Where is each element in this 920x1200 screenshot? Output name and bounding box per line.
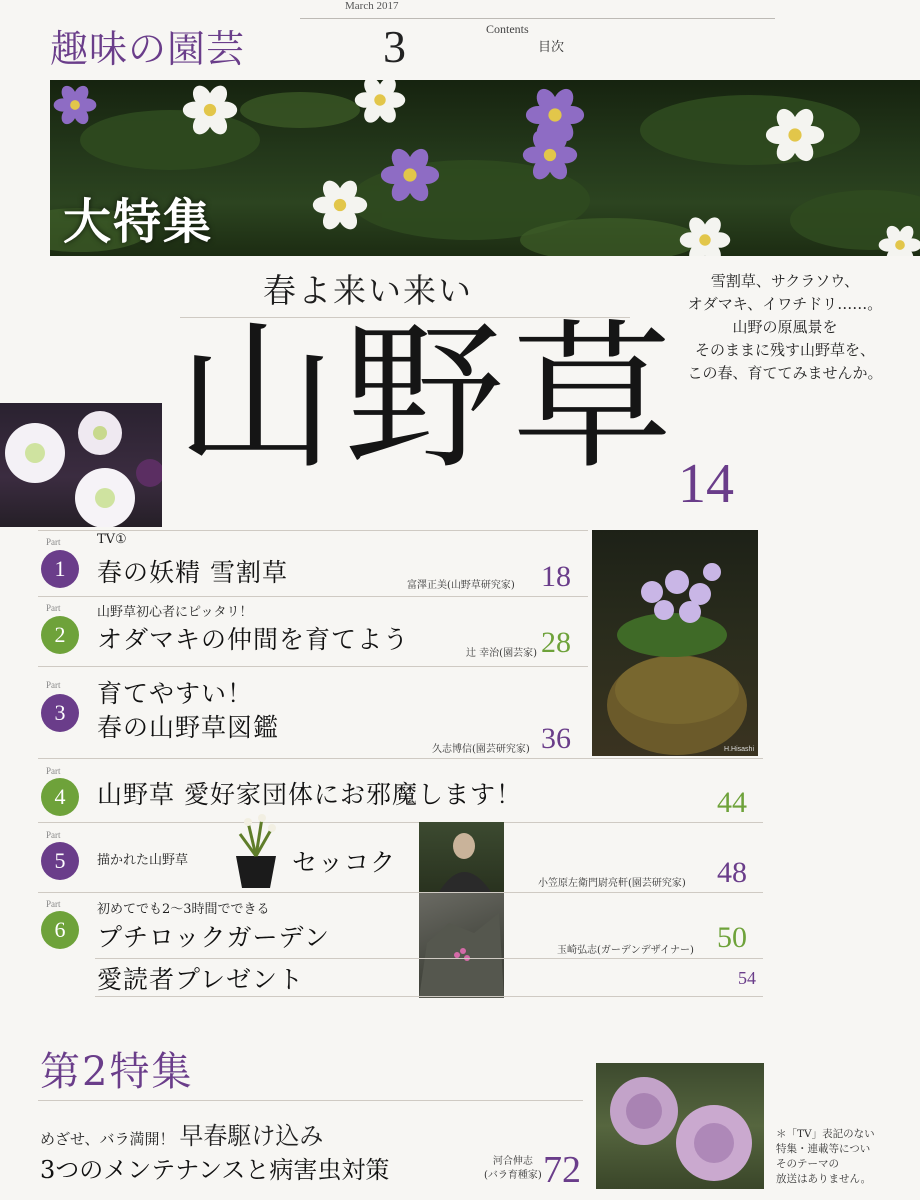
snow-flower-photo xyxy=(0,403,162,527)
part-author: 富澤正美(山野草研究家) xyxy=(407,580,515,591)
lead-line: 山野の原風景を xyxy=(732,318,838,336)
second-feature-title[interactable]: 3つのメンテナンスと病害虫対策 xyxy=(40,1156,390,1184)
part-author: 久志博信(園芸研究家) xyxy=(432,744,530,755)
divider xyxy=(38,1100,583,1101)
part-number-badge: 5 xyxy=(41,842,79,880)
lead-line: オダマキ、イワチドリ……。 xyxy=(687,295,883,313)
author-name: 河合伸志 xyxy=(492,1156,533,1167)
part-label: Part xyxy=(46,603,61,613)
photo-credit: H.Hisashi xyxy=(724,746,754,753)
second-feature-page-number[interactable]: 72 xyxy=(543,1149,581,1191)
part-title[interactable]: 山野草 愛好家団体にお邪魔します！ xyxy=(97,780,522,809)
part-kicker: 初めてでも2〜3時間でできる xyxy=(97,902,270,917)
part-title[interactable]: セッコク xyxy=(292,848,397,877)
part-author: 小笠原左衛門尉亮軒(園芸研究家) xyxy=(538,878,686,889)
part-title[interactable]: オダマキの仲間を育てよう xyxy=(97,625,410,654)
lead-line: 雪割草、サクラソウ、 xyxy=(710,272,860,290)
part-page-number[interactable]: 18 xyxy=(541,560,571,593)
lead-line: そのままに残す山野草を、 xyxy=(694,341,875,359)
part-number-badge: 2 xyxy=(41,616,79,654)
part-number-badge: 3 xyxy=(41,694,79,732)
feature-page-number: 14 xyxy=(678,453,734,515)
part-kicker: 描かれた山野草 xyxy=(97,853,189,868)
divider xyxy=(95,958,763,959)
potted-orchid-photo xyxy=(230,812,282,890)
part-page-number[interactable]: 50 xyxy=(717,921,747,954)
header-rule xyxy=(300,18,775,19)
contents-label-jp: 目次 xyxy=(538,40,565,55)
second-kicker-big: 早春駆け込み xyxy=(179,1122,324,1150)
issue-month: March 2017 xyxy=(345,0,399,12)
feature-lead xyxy=(655,270,915,385)
part-number-badge: 1 xyxy=(41,550,79,588)
second-feature-label: 第2特集 xyxy=(40,1049,194,1095)
primula-photo xyxy=(592,530,758,756)
part-page-number[interactable]: 48 xyxy=(717,856,747,889)
tv-note-line: 特集・連載等につい xyxy=(776,1143,871,1155)
part-title[interactable]: 育てやすい！ xyxy=(97,679,254,708)
divider xyxy=(38,530,588,531)
divider xyxy=(38,596,588,597)
tv-note xyxy=(776,1127,875,1187)
part-kicker: 山野草初心者にピッタリ！ xyxy=(97,605,253,620)
part-page-number[interactable]: 28 xyxy=(541,626,571,659)
second-kicker-small: めざせ、バラ満開！ xyxy=(40,1130,175,1148)
roses-photo xyxy=(596,1063,764,1189)
part-title-line2[interactable]: 春の山野草図鑑 xyxy=(97,713,280,742)
feature-subtitle: 春よ来い来い xyxy=(263,271,473,310)
tv-note-line: ＊「TV」表記のない xyxy=(776,1128,875,1140)
divider xyxy=(38,822,763,823)
present-page-number[interactable]: 54 xyxy=(738,968,756,988)
tv-note-line: 放送はありません。 xyxy=(776,1173,872,1185)
feature-label: 大特集 xyxy=(63,194,214,250)
feature-title: 山野草 xyxy=(176,304,681,491)
contents-label-en: Contents xyxy=(486,22,529,36)
divider xyxy=(38,892,763,893)
tv-note-line: そのテーマの xyxy=(776,1158,839,1170)
part-label: Part xyxy=(46,537,61,547)
lead-line: この春、育ててみませんか。 xyxy=(687,364,883,382)
issue-number: 3 xyxy=(383,21,406,72)
present-title[interactable]: 愛読者プレゼント xyxy=(97,965,305,994)
part-number-badge: 4 xyxy=(41,778,79,816)
part-number-badge: 6 xyxy=(41,911,79,949)
divider xyxy=(38,666,588,667)
gardener-portrait-photo xyxy=(419,822,504,892)
part-author: 辻 幸治(園芸家) xyxy=(466,648,537,659)
part-author: 玉崎弘志(ガーデンデザイナー) xyxy=(557,945,694,956)
part-title[interactable]: プチロックガーデン xyxy=(97,923,331,952)
part-page-number[interactable]: 44 xyxy=(717,786,747,819)
second-feature-author xyxy=(484,1155,542,1183)
divider xyxy=(95,996,763,997)
part-label: Part xyxy=(46,680,61,690)
part-label: Part xyxy=(46,830,61,840)
part-page-number[interactable]: 36 xyxy=(541,722,571,755)
part-label: Part xyxy=(46,766,61,776)
author-role: (バラ育種家) xyxy=(484,1170,542,1181)
second-feature-kicker xyxy=(40,1116,323,1151)
part-label: Part xyxy=(46,899,61,909)
rock-garden-photo xyxy=(419,893,504,998)
part-kicker: TV① xyxy=(97,532,127,547)
magazine-title: 趣味の園芸 xyxy=(50,27,246,71)
part-title[interactable]: 春の妖精 雪割草 xyxy=(97,558,288,587)
divider xyxy=(38,758,763,759)
